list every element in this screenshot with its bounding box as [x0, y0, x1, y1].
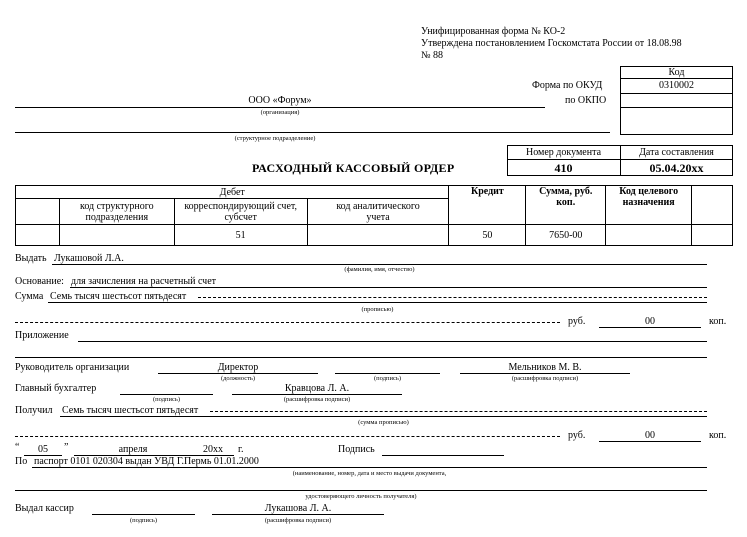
doc-date-value: 05.04.20xx [649, 161, 704, 175]
doc-box-hdivider [507, 159, 733, 160]
poluchil-rub: руб. [568, 430, 586, 441]
poluchil-kop: коп. [709, 430, 727, 441]
org-caption: (организация) [260, 109, 300, 116]
row-kredit: 50 [449, 225, 526, 246]
row-sum: 7650-00 [526, 225, 606, 246]
buh-sign-caption: (подпись) [153, 396, 180, 403]
poluchil-label: Получил [15, 405, 53, 416]
ruk-position: Директор [217, 362, 259, 373]
summa-dash-2 [15, 322, 560, 323]
okpo-label: по ОКПО [565, 95, 607, 106]
podpis-line [382, 455, 504, 456]
form-line-2: Утверждена постановлением Госкомстата России от 18.08.98 [421, 38, 682, 49]
vydat-label: Выдать [15, 253, 47, 264]
division-caption: (структурное подразделение) [234, 135, 316, 142]
ruk-name-caption: (расшифровка подписи) [511, 375, 579, 382]
kod-header: Код [620, 66, 733, 79]
kassir-name-line [212, 514, 384, 515]
row-corr: 51 [174, 225, 307, 246]
kod-divider-2 [620, 107, 733, 108]
kassir-name: Лукашова Л. А. [264, 503, 332, 514]
poluchil-kop-line [599, 441, 701, 442]
prilozhenie-label: Приложение [15, 330, 69, 341]
buh-sign-line [120, 394, 213, 395]
empty-header [692, 186, 733, 225]
row-purpose [606, 225, 692, 246]
date-month: апреля [118, 444, 148, 455]
poluchil-line [60, 416, 707, 417]
vydat-value: Лукашовой Л.А. [54, 253, 124, 264]
kredit-header: Кредит [449, 186, 526, 225]
po-line-2 [15, 490, 707, 491]
date-quote-close: ” [64, 442, 69, 453]
poluchil-dash-2 [15, 436, 560, 437]
poluchil-dash-1 [210, 411, 707, 412]
doc-number-label: Номер документа [525, 147, 602, 158]
kassir-sign-caption: (подпись) [130, 517, 157, 524]
summa-label: Сумма [15, 291, 44, 302]
purpose-header: Код целевого назначения [606, 186, 692, 225]
kassir-name-caption: (расшифровка подписи) [264, 517, 332, 524]
org-name: ООО «Форум» [248, 95, 312, 106]
ruk-sign-caption: (подпись) [374, 375, 401, 382]
osnovanie-label: Основание: [15, 276, 64, 287]
summa-kop: коп. [709, 316, 727, 327]
ruk-position-line [158, 373, 318, 374]
vydat-line [52, 264, 707, 265]
ruk-label: Руководитель организации [15, 362, 130, 373]
poluchil-value: Семь тысяч шестьсот пятьдесят [62, 405, 199, 416]
summa-kop-line [599, 327, 701, 328]
doc-number-value: 410 [554, 161, 573, 175]
summa-kop-value: 00 [645, 316, 655, 327]
okud-value: 0310002 [659, 80, 694, 91]
date-g: г. [238, 444, 244, 455]
po-label: По [15, 456, 28, 467]
summa-rub: руб. [568, 316, 586, 327]
form-line-3: № 88 [421, 50, 444, 61]
osnovanie-line [70, 287, 707, 288]
col-corr-header: корреспондирующий счет, субсчет [174, 199, 307, 225]
kod-divider-1 [620, 93, 733, 94]
form-line-1: Унифицированная форма № КО-2 [421, 26, 566, 37]
row-empty-2 [692, 225, 733, 246]
kassir-sign-line [92, 514, 195, 515]
summa-line [48, 302, 707, 303]
date-day: 05 [38, 444, 48, 455]
ruk-name-line [460, 373, 630, 374]
podpis-label: Подпись [338, 444, 375, 455]
buh-name: Кравцова Л. А. [284, 383, 350, 394]
buh-name-caption: (расшифровка подписи) [283, 396, 351, 403]
prilozhenie-line-2 [15, 357, 707, 358]
debet-header: Дебет [16, 186, 449, 199]
row-struct [59, 225, 174, 246]
osnovanie-value: для зачисления на расчетный счет [71, 276, 217, 287]
org-line [15, 107, 545, 108]
accounting-table [15, 185, 733, 246]
date-quote-open: “ [15, 442, 20, 453]
col-analyt-header: код аналитического учета [307, 199, 449, 225]
buh-label: Главный бухгалтер [15, 383, 97, 394]
row-empty-1 [16, 225, 60, 246]
doc-date-label: Дата составления [639, 147, 714, 158]
row-analyt [307, 225, 449, 246]
summa-value: Семь тысяч шестьсот пятьдесят [50, 291, 187, 302]
date-year: 20xx [203, 444, 223, 455]
col-struct-header: код структурного подразделения [59, 199, 174, 225]
ruk-position-caption: (должность) [220, 375, 256, 382]
poluchil-caption: (сумма прописью) [358, 419, 409, 426]
po-line [32, 467, 707, 468]
kassir-label: Выдал кассир [15, 503, 74, 514]
prilozhenie-line-1 [78, 341, 707, 342]
ruk-sign-line [335, 373, 440, 374]
poluchil-kop-value: 00 [645, 430, 655, 441]
vydat-caption: (фамилия, имя, отчество) [344, 266, 415, 273]
po-caption-1: (наименование, номер, дата и место выдачи документа, [292, 470, 447, 477]
summa-header: Сумма, руб. коп. [526, 186, 606, 225]
summa-dash-1 [198, 297, 707, 298]
division-line [15, 132, 610, 133]
po-value: паспорт 0101 020304 выдан УВД Г.Пермь 01.01.2000 [34, 456, 259, 467]
summa-caption: (прописью) [361, 306, 394, 313]
okud-label: Форма по ОКУД [532, 80, 603, 91]
buh-name-line [232, 394, 402, 395]
debet-empty-col [16, 199, 60, 225]
po-caption-2: удостоверяющего личность получателя) [305, 493, 417, 500]
doc-title: РАСХОДНЫЙ КАССОВЫЙ ОРДЕР [252, 161, 455, 175]
ruk-name: Мельников М. В. [508, 362, 582, 373]
